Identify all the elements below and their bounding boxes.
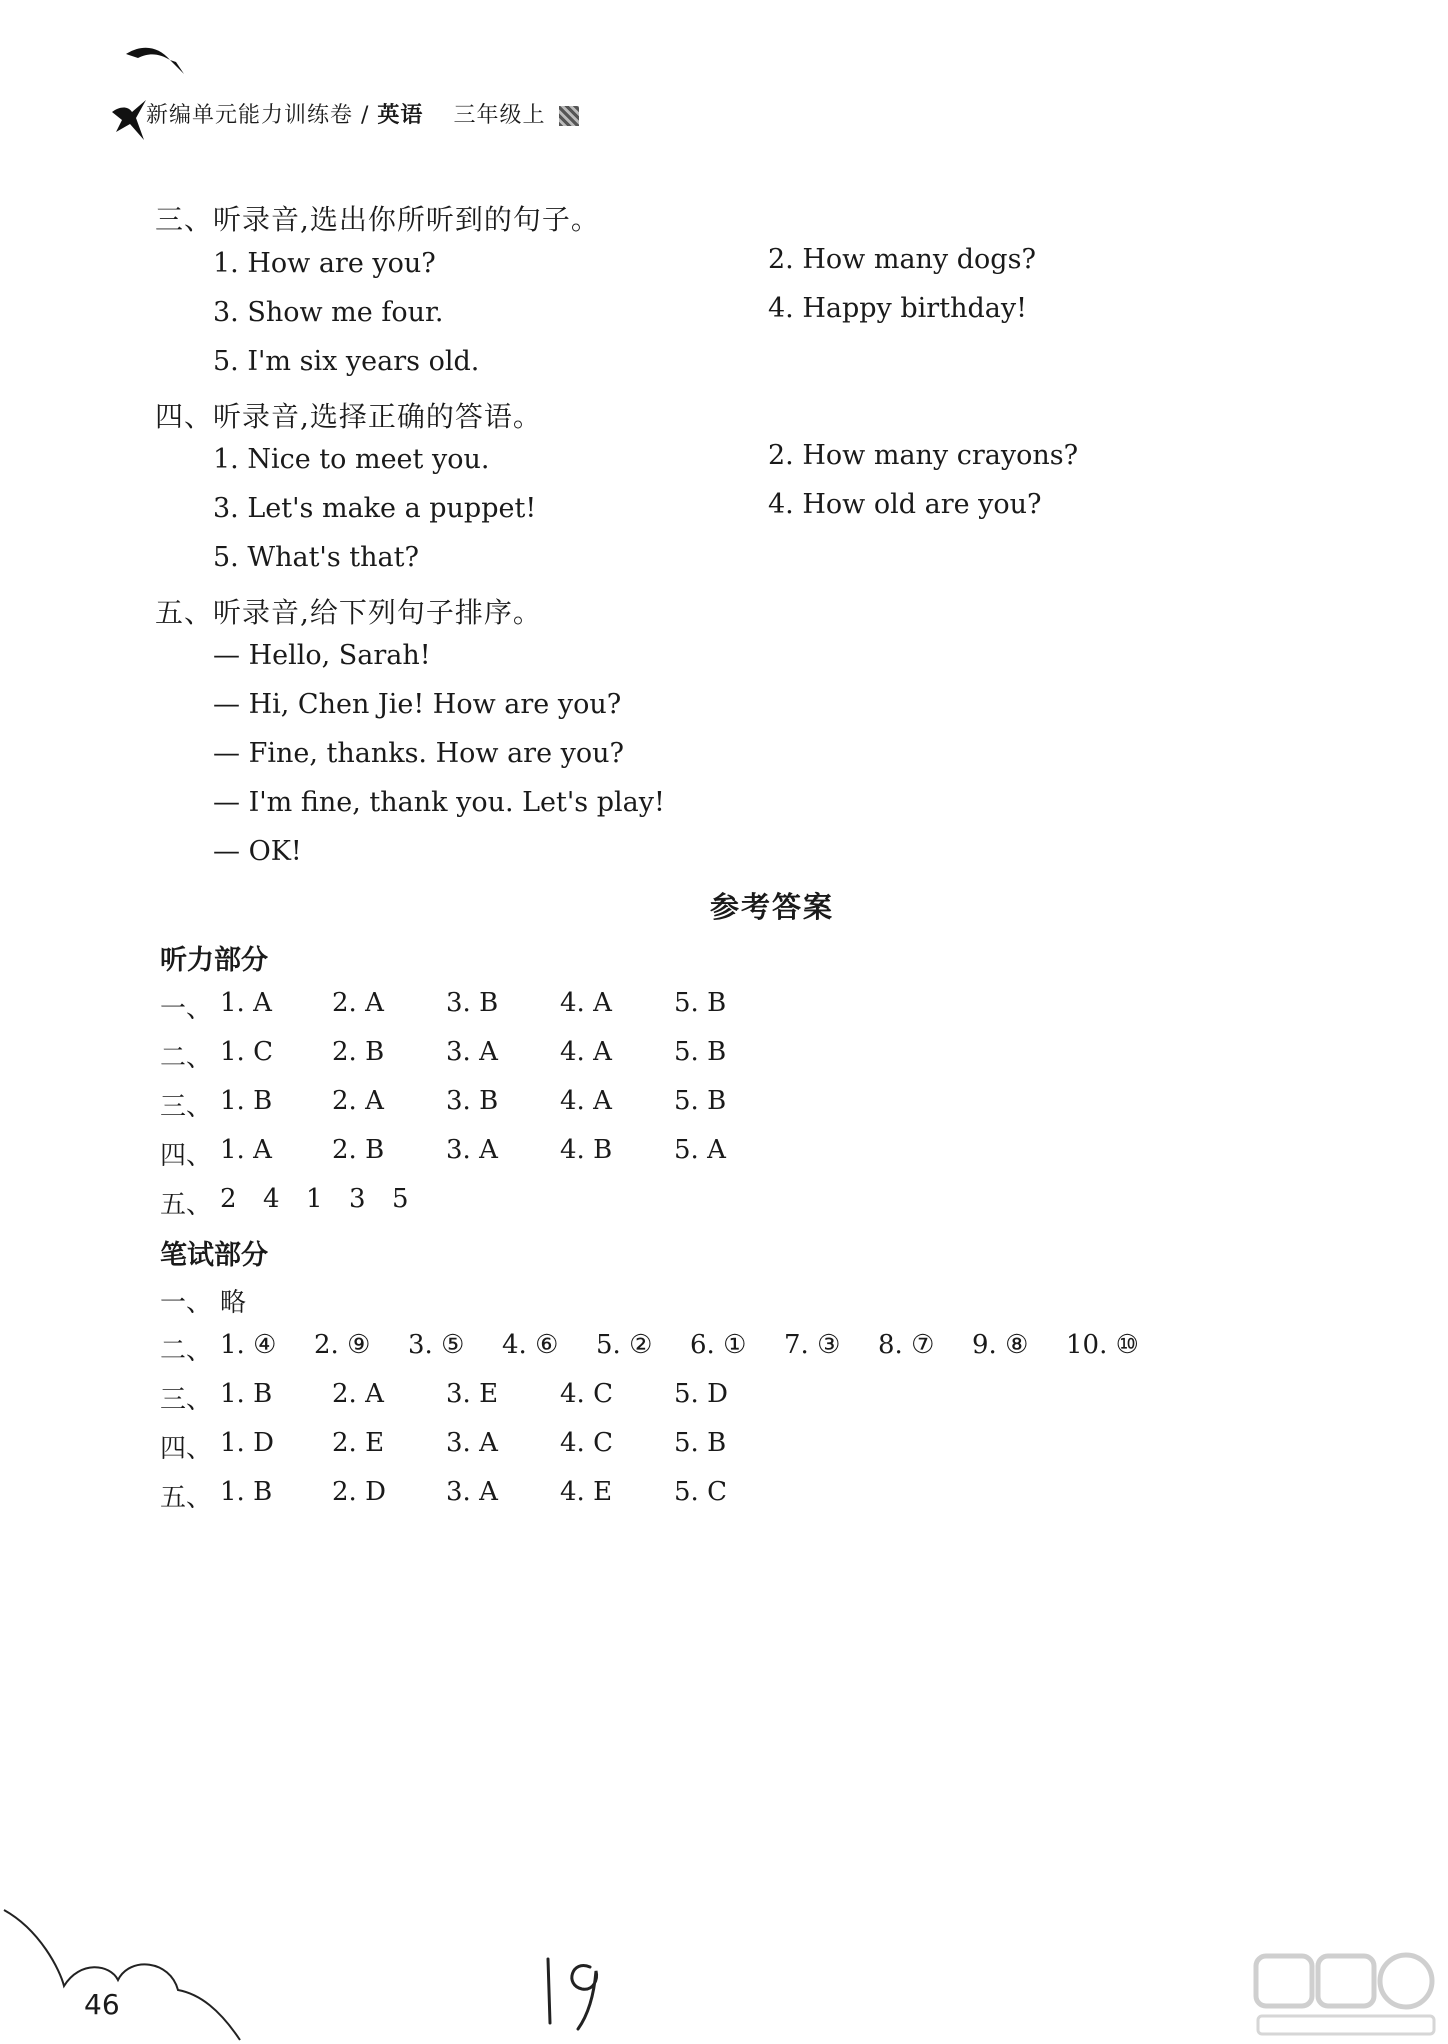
dialogue-line-5: — OK! (213, 836, 302, 867)
listening-answer-row (160, 1184, 780, 1220)
answer-cell: 4. E (560, 1477, 613, 1507)
s4-item-5: 5. What's that? (213, 542, 419, 573)
dialogue-line-4: — I'm fine, thank you. Let's play! (213, 787, 665, 818)
answer-cell: 3. A (446, 1135, 498, 1165)
written-answer-row (160, 1379, 780, 1415)
dialogue-line-2: — Hi, Chen Jie! How are you? (213, 689, 622, 720)
row-prefix: 四、 (160, 1434, 213, 1464)
answer-cell: 4. A (560, 988, 612, 1018)
answer-cell: 2. B (332, 1037, 385, 1067)
s3-item-2: 2. How many dogs? (768, 244, 1036, 275)
row-prefix: 四、 (160, 1141, 213, 1171)
written-answer-row (160, 1330, 1160, 1366)
answer-cell: 5. C (674, 1477, 727, 1507)
answer-cell: 2. D (332, 1477, 386, 1507)
page-number: 46 (84, 1988, 120, 2021)
s4-item-3: 3. Let's make a puppet! (213, 493, 537, 524)
answer-cell: 1. B (220, 1477, 273, 1507)
answer-cell: 9. ⑧ (972, 1330, 1029, 1360)
answer-cell: 1. D (220, 1428, 274, 1458)
s3-item-4: 4. Happy birthday! (768, 293, 1027, 324)
answer-cell: 7. ③ (784, 1330, 841, 1360)
answer-cell: 4. A (560, 1086, 612, 1116)
page-header (146, 98, 579, 129)
watermark-logo (1250, 1950, 1440, 2040)
written-answer-row (160, 1282, 460, 1318)
answer-cell: 1. B (220, 1379, 273, 1409)
handwritten-mark (538, 1945, 618, 2035)
answer-cell: 5. B (674, 1037, 727, 1067)
answer-cell: 2. E (332, 1428, 385, 1458)
s4-item-1: 1. Nice to meet you. (213, 444, 490, 475)
answer-cell: 3. A (446, 1428, 498, 1458)
row-prefix: 五、 (160, 1190, 213, 1220)
answer-cell: 6. ① (690, 1330, 747, 1360)
listening-answer-row (160, 988, 780, 1024)
listening-section-label: 听力部分 (160, 945, 268, 976)
row-prefix: 二、 (160, 1043, 213, 1073)
section-3-title: 三、听录音,选出你所听到的句子。 (155, 203, 600, 236)
section-5-title: 五、听录音,给下列句子排序。 (155, 596, 542, 629)
s4-item-4: 4. How old are you? (768, 489, 1042, 520)
written-section-label: 笔试部分 (160, 1240, 268, 1271)
answer-cell: 1. B (220, 1086, 273, 1116)
answer-cell: 5. ② (596, 1330, 653, 1360)
row-prefix: 三、 (160, 1092, 213, 1122)
s4-item-2: 2. How many crayons? (768, 440, 1079, 471)
answer-cell: 1. A (220, 1135, 272, 1165)
dialogue-line-3: — Fine, thanks. How are you? (213, 738, 625, 769)
s3-item-5: 5. I'm six years old. (213, 346, 480, 377)
answer-cell: 2. A (332, 1086, 384, 1116)
answer-cell: 4. C (560, 1428, 613, 1458)
row-prefix: 五、 (160, 1483, 213, 1513)
answer-cell: 2. ⑨ (314, 1330, 371, 1360)
answer-cell: 1. C (220, 1037, 273, 1067)
s3-item-1: 1. How are you? (213, 248, 436, 279)
answer-cell: 10. ⑩ (1066, 1330, 1139, 1360)
row-prefix: 三、 (160, 1385, 213, 1415)
answer-cell: 1. A (220, 988, 272, 1018)
answer-cell: 8. ⑦ (878, 1330, 935, 1360)
dialogue-line-1: — Hello, Sarah! (213, 640, 431, 671)
answer-cell: 2. A (332, 988, 384, 1018)
qr-code-icon (559, 106, 579, 126)
answer-cell: 2. B (332, 1135, 385, 1165)
answer-cell: 5. B (674, 988, 727, 1018)
answer-cell: 4. C (560, 1379, 613, 1409)
answer-cell: 5. D (674, 1379, 728, 1409)
subject-label: 英语 (377, 103, 424, 128)
answer-cell: 5. A (674, 1135, 726, 1165)
header-separator: / (361, 103, 378, 128)
answer-cell: 3. E (446, 1379, 499, 1409)
listening-answer-row (160, 1037, 780, 1073)
answer-cell: 1 (306, 1184, 323, 1214)
written-answer-row (160, 1428, 780, 1464)
listening-answer-row (160, 1086, 780, 1122)
book-title: 新编单元能力训练卷 (146, 103, 354, 128)
row-prefix: 一、 (160, 994, 213, 1024)
section-4-title: 四、听录音,选择正确的答语。 (155, 400, 542, 433)
answer-cell: 3. ⑤ (408, 1330, 465, 1360)
answer-cell: 4. ⑥ (502, 1330, 559, 1360)
answer-cell: 3 (349, 1184, 366, 1214)
answer-cell: 4. B (560, 1135, 613, 1165)
row-prefix: 一、 (160, 1288, 213, 1318)
answer-cell: 3. B (446, 1086, 499, 1116)
answer-cell: 4 (263, 1184, 280, 1214)
cloud-decoration-icon (0, 1890, 300, 2044)
answer-cell: 3. B (446, 988, 499, 1018)
answers-heading: 参考答案 (710, 890, 835, 924)
answer-cell: 4. A (560, 1037, 612, 1067)
answer-cell: 5. B (674, 1428, 727, 1458)
written-answer-row (160, 1477, 780, 1513)
grade-label: 三年级上 (453, 103, 546, 128)
answer-cell: 1. ④ (220, 1330, 277, 1360)
answer-cell: 5 (392, 1184, 409, 1214)
answer-cell: 略 (220, 1288, 247, 1318)
answer-cell: 3. A (446, 1037, 498, 1067)
listening-answer-row (160, 1135, 780, 1171)
row-prefix: 二、 (160, 1336, 213, 1366)
answer-cell: 2 (220, 1184, 237, 1214)
answer-cell: 5. B (674, 1086, 727, 1116)
s3-item-3: 3. Show me four. (213, 297, 444, 328)
answer-cell: 2. A (332, 1379, 384, 1409)
answer-cell: 3. A (446, 1477, 498, 1507)
